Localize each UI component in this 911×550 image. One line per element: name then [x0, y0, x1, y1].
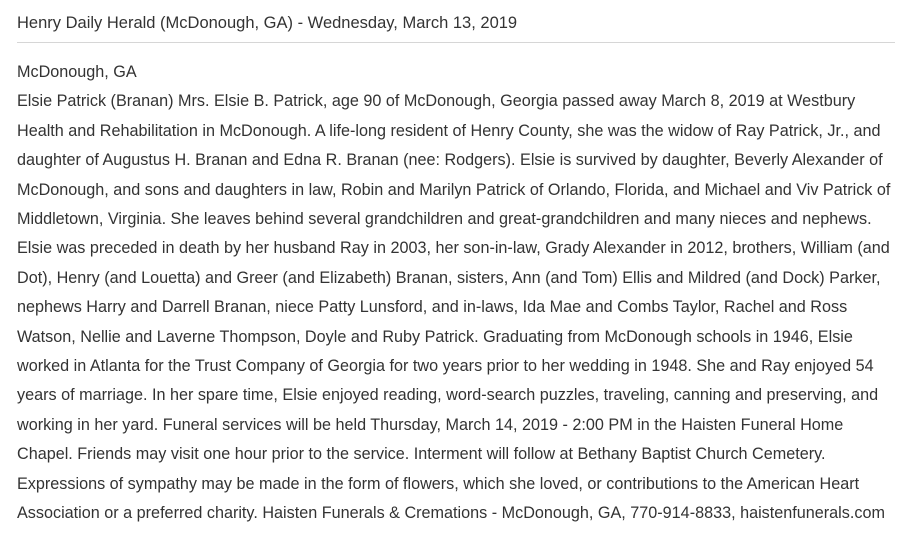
publication-title: Henry Daily Herald (McDonough, GA) - Wednesday, March 13, 2019: [17, 14, 518, 32]
publication-header: [17, 0, 895, 43]
obituary-content: [17, 43, 895, 529]
obituary-body-text: Elsie Patrick (Branan) Mrs. Elsie B. Patrick, age 90 of McDonough, Georgia passed away March 8, 2019 at Westbury Health and Rehabilitation in McDonough. A life-long resident of Henry County, she was the widow of Ray Patrick, Jr., and daughter of Augustus H. Branan and Edna R. Branan (nee: Rodgers). Elsie is survived by daughter, Beverly Alexander of McDonough, and sons and daughters in law, Robin and Marilyn Patrick of Orlando, Florida, and Michael and Viv Patrick of Middletown, Virginia. She leaves behind several grandchildren and great-grandchildren and many nieces and nephews. Elsie was preceded in death by her husband Ray in 2003, her son-in-law, Grady Alexander in 2012, brothers, William (and Dot), Henry (and Louetta) and Greer (and Elizabeth) Branan, sisters, Ann (and Tom) Ellis and Mildred (and Dock) Parker, nephews Harry and Darrell Branan, niece Patty Lunsford, and in-laws, Ida Mae and Combs Taylor, Rachel and Ross Watson, Nellie and Laverne Thompson, Doyle and Ruby Patrick. Graduating from McDonough schools in 1946, Elsie worked in Atlanta for the Trust Company of Georgia for two years prior to her wedding in 1948. She and Ray enjoyed 54 years of marriage. In her spare time, Elsie enjoyed reading, word-search puzzles, traveling, canning and preserving, and working in her yard. Funeral services will be held Thursday, March 14, 2019 - 2:00 PM in the Haisten Funeral Home Chapel. Friends may visit one hour prior to the service. Interment will follow at Bethany Baptist Church Cemetery. Expressions of sympathy may be made in the form of flowers, which she loved, or contributions to the American Heart Association or a preferred charity. Haisten Funerals & Cremations - McDonough, GA, 770-914-8833, haistenfunerals.com: [17, 92, 891, 523]
obituary-location: McDonough, GA: [17, 63, 137, 81]
